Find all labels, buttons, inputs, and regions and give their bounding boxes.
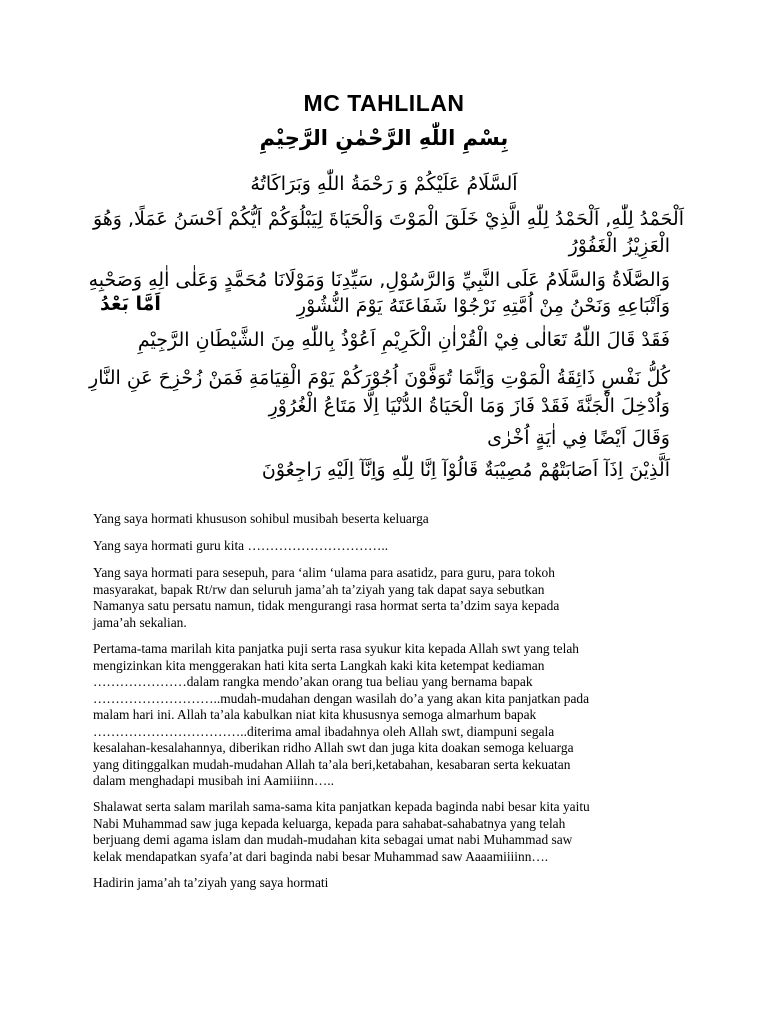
document-title: MC TAHLILAN [303,90,465,116]
basmalah-text: بِسْمِ اللّٰهِ الرَّحْمٰنِ الرَّحِيْمِ [259,126,509,150]
paragraph-6: Hadirin jama’ah ta’ziyah yang saya hormati [93,875,329,890]
paragraph-5-line-1: Shalawat serta salam marilah sama-sama kita panjatkan kepada baginda nabi besar kita yaitu [93,799,590,814]
paragraph-3-line-3: Namanya satu persatu namun, tidak mengurangi rasa hormat serta ta’dzim saya kepada [93,598,560,613]
paragraph-3-line-1: Yang saya hormati para sesepuh, para ‘alim ‘ulama para asatidz, para guru, para tokoh [93,565,555,580]
shalawat-line-2: وَاَتْبَاعِهِ وَنَحْنُ مِنْ اُمَّتِهِ نَرْجُوْا شَفَاعَتَهُ يَوْمَ النُّشُوْرِ [296,295,670,317]
hamdalah-line-2: الْعَزِيْزُ الْغَفُوْرُ [568,235,670,257]
ayah-line-2: وَاُدْخِلَ الْجَنَّةَ فَقَدْ فَازَ وَمَا الْحَيَاةُ الدُّنْيَا اِلَّا مَتَاعُ الْغُرُوْرِ [268,395,670,417]
paragraph-4-line-7: kesalahan-kesalahannya, diberikan ridho Allah swt dan juga kita doakan semoga keluarga [93,740,574,755]
hamdalah-line-1: اَلْحَمْدُ لِلّٰهِ, اَلْحَمْدُ لِلّٰهِ الَّذِيْ خَلَقَ الْمَوْتَ وَالْحَيَاةَ لِيَبْلُوَكُمْ اَيُّكُمْ اَحْسَنُ عَمَلًا, وَهُوَ [92,208,684,230]
salam-text: اَلسَّلَامُ عَلَيْكُمْ وَ رَحْمَةُ اللّٰهِ وَبَرَاكَاتُهُ [250,173,518,195]
paragraph-5-line-4: kelak mendapatkan syafa’at dari baginda nabi besar Muhammad saw Aaaamiiiinn…. [93,848,549,864]
paragraph-4-line-6: ……………………………..diterima amal ibadahnya oleh Allah swt, diampuni segala [93,723,555,739]
qala-allah-text: فَقَدْ قَالَ اللّٰهُ تَعَالٰى فِيْ الْقُرْاٰنِ الْكَرِيْمِ اَعُوْذُ بِاللّٰهِ مِنَ الشَّيْطَانِ الرَّجِيْمِ [137,329,670,351]
paragraph-1: Yang saya hormati khususon sohibul musibah beserta keluarga [93,511,429,526]
amma-badu-text: اَمَّا بَعْدُ [100,293,161,315]
ayah-line-1: كُلُّ نَفْسٍ ذَائِقَةُ الْمَوْتِ وَاِنَّمَا تُوَفَّوْنَ اُجُوْرَكُمْ يَوْمَ الْقِيَامَةِ فَمَنْ زُحْزِحَ عَنِ النَّارِ [89,367,670,389]
waqala-text: وَقَالَ اَيْضًا فِي اٰيَةٍ اُخْرٰى [487,427,670,449]
paragraph-4-line-8: yang ditinggalkan mudah-mudahan Allah ta’ala beri,ketabahan, kesabaran serta kekuatan [93,756,571,772]
paragraph-4-line-3: …………………dalam rangka mendo’akan orang tua beliau yang bernama bapak [93,674,533,689]
paragraph-2: Yang saya hormati guru kita ………………………….. [93,538,389,553]
paragraph-4-line-2: mengizinkan kita menggerakan hati kita serta Langkah kaki kita ketempat kediaman [93,657,545,673]
paragraph-4-line-4: ………………………..mudah-mudahan dengan wasilah do’a yang akan kita panjatkan pada [93,690,590,706]
paragraph-4-line-1: Pertama-tama marilah kita panjatka puji serta rasa syukur kita kepada Allah swt yang telah [93,641,579,656]
paragraph-5-line-2: Nabi Muhammad saw juga kepada keluarga, kepada para sahabat-sahabatnya yang telah [93,815,566,831]
paragraph-4-line-9: dalam menghadapi musibah ini Aamiiinn….. [93,773,334,788]
paragraph-5-line-3: berjuang demi agama islam dan mudah-mudahan kita sebagai umat nabi Muhammad saw [93,832,573,847]
shalawat-line-1: وَالصَّلَاةُ وَالسَّلَامُ عَلَى النَّبِيِّ وَالرَّسُوْلِ, سَيِّدِنَا وَمَوْلَانَا مُحَمَّدٍ وَعَلٰى اٰلِهِ وَصَحْبِهِ [88,269,670,291]
paragraph-3-line-2: masyarakat, bapak Rt/rw dan seluruh jama’ah ta’ziyah yang tak dapat saya sebutkan [93,581,545,597]
paragraph-4-line-5: malam hari ini. Allah ta’ala kabulkan niat kita khususnya semoga almarhum bapak [93,707,537,722]
istirja-text: اَلَّذِيْنَ اِذَآ اَصَابَتْهُمْ مُصِيْبَةٌ قَالُوْآ اِنَّا لِلّٰهِ وَاِنَّآ اِلَيْهِ رَاجِعُوْنَ [261,459,670,481]
paragraph-3-line-4: jama’ah sekalian. [93,614,187,630]
